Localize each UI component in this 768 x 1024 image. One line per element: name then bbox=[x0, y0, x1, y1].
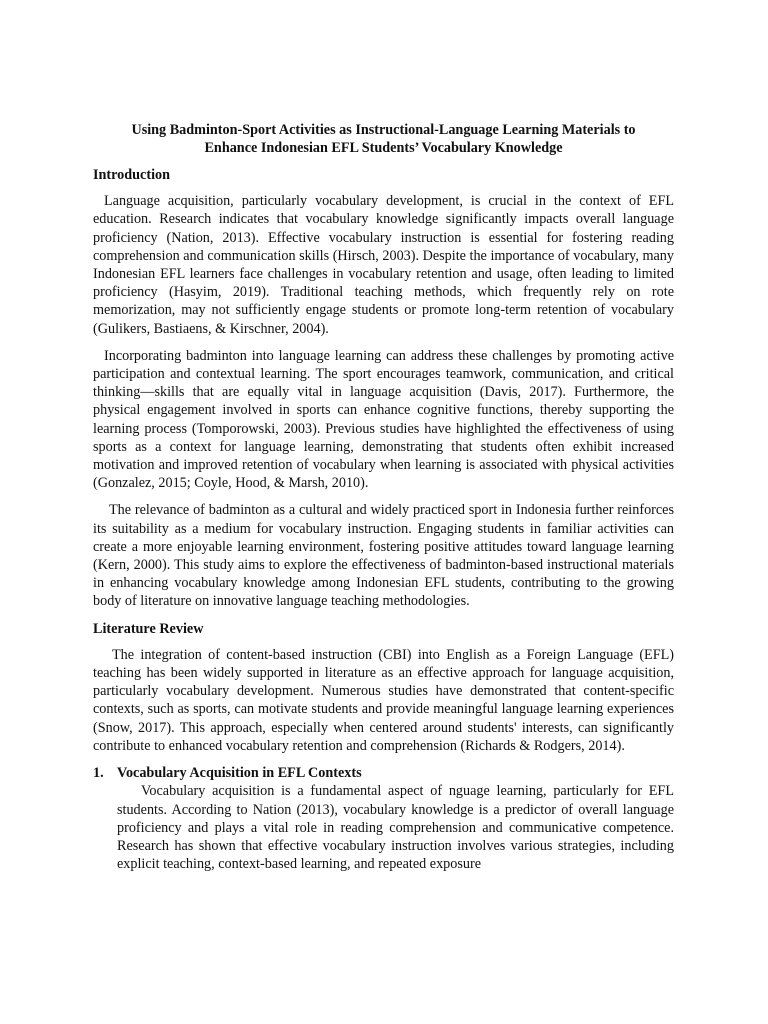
subsection-heading bbox=[93, 764, 674, 782]
title-line-2: Enhance Indonesian EFL Students’ Vocabulary Knowledge bbox=[204, 140, 563, 156]
title-line-1: Using Badminton-Sport Activities as Instructional-Language Learning Materials to bbox=[131, 122, 636, 138]
subsection-paragraph: Vocabulary acquisition is a fundamental aspect of nguage learning, particularly for EFL students. According to Nation (2013), vocabulary knowledge is a predictor of overall language proficiency and plays a vital role in reading comprehension and communicative competence. Research has shown that effective vocabulary instruction involves various strategies, including explicit teaching, context-based learning, and repeated exposure bbox=[117, 783, 674, 873]
intro-paragraph-3: The relevance of badminton as a cultural and widely practiced sport in Indonesia further reinforces its suitability as a medium for vocabulary instruction. Engaging students in familiar activities can create a more enjoyable learning environment, fostering positive attitudes toward language learning (Kern, 2000). This study aims to explore the effectiveness of badminton-based instructional materials in enhancing vocabulary knowledge among Indonesian EFL students, contributing to the growing body of literature on innovative language teaching methodologies. bbox=[93, 502, 674, 610]
literature-review-paragraph: The integration of content-based instruction (CBI) into English as a Foreign Language (EFL) teaching has been widely supported in literature as an effective approach for language acquisition, particularly vocabulary development. Numerous studies have demonstrated that content-specific contexts, such as sports, can motivate students and provide meaningful language learning experiences (Snow, 2017). This approach, especially when centered around students' interests, can significantly contribute to enhanced vocabulary retention and comprehension (Richards & Rodgers, 2014). bbox=[93, 646, 674, 754]
intro-paragraph-1: Language acquisition, particularly vocabulary development, is crucial in the context of EFL education. Research indicates that vocabulary knowledge significantly impacts overall language proficiency (Nation, 2013). Effective vocabulary instruction is essential for fostering reading comprehension and communication skills (Hirsch, 2003). Despite the importance of vocabulary, many Indonesian EFL learners face challenges in vocabulary retention and usage, often leading to limited proficiency (Hasyim, 2019). Traditional teaching methods, which frequently rely on rote memorization, may not sufficiently engage students or promote long-term retention of vocabulary (Gulikers, Bastiaens, & Kirschner, 2004). bbox=[93, 193, 674, 337]
document-page bbox=[93, 121, 674, 873]
subsection-number: 1. bbox=[93, 765, 104, 782]
literature-review-heading: Literature Review bbox=[93, 620, 204, 637]
subsection-title: Vocabulary Acquisition in EFL Contexts bbox=[117, 765, 362, 782]
document-title bbox=[93, 121, 674, 157]
introduction-heading: Introduction bbox=[93, 167, 170, 183]
intro-paragraph-2: Incorporating badminton into language learning can address these challenges by promoting active participation and contextual learning. The sport encourages teamwork, communication, and critical thinking—skills that are equally vital in language acquisition (Davis, 2017). Furthermore, the physical engagement involved in sports can enhance cognitive functions, thereby supporting the learning process (Tomporowski, 2003). Previous studies have highlighted the effectiveness of using sports as a context for language learning, demonstrating that students often exhibit increased motivation and improved retention of vocabulary when learning is associated with physical activities (Gonzalez, 2015; Coyle, Hood, & Marsh, 2010). bbox=[93, 347, 674, 492]
